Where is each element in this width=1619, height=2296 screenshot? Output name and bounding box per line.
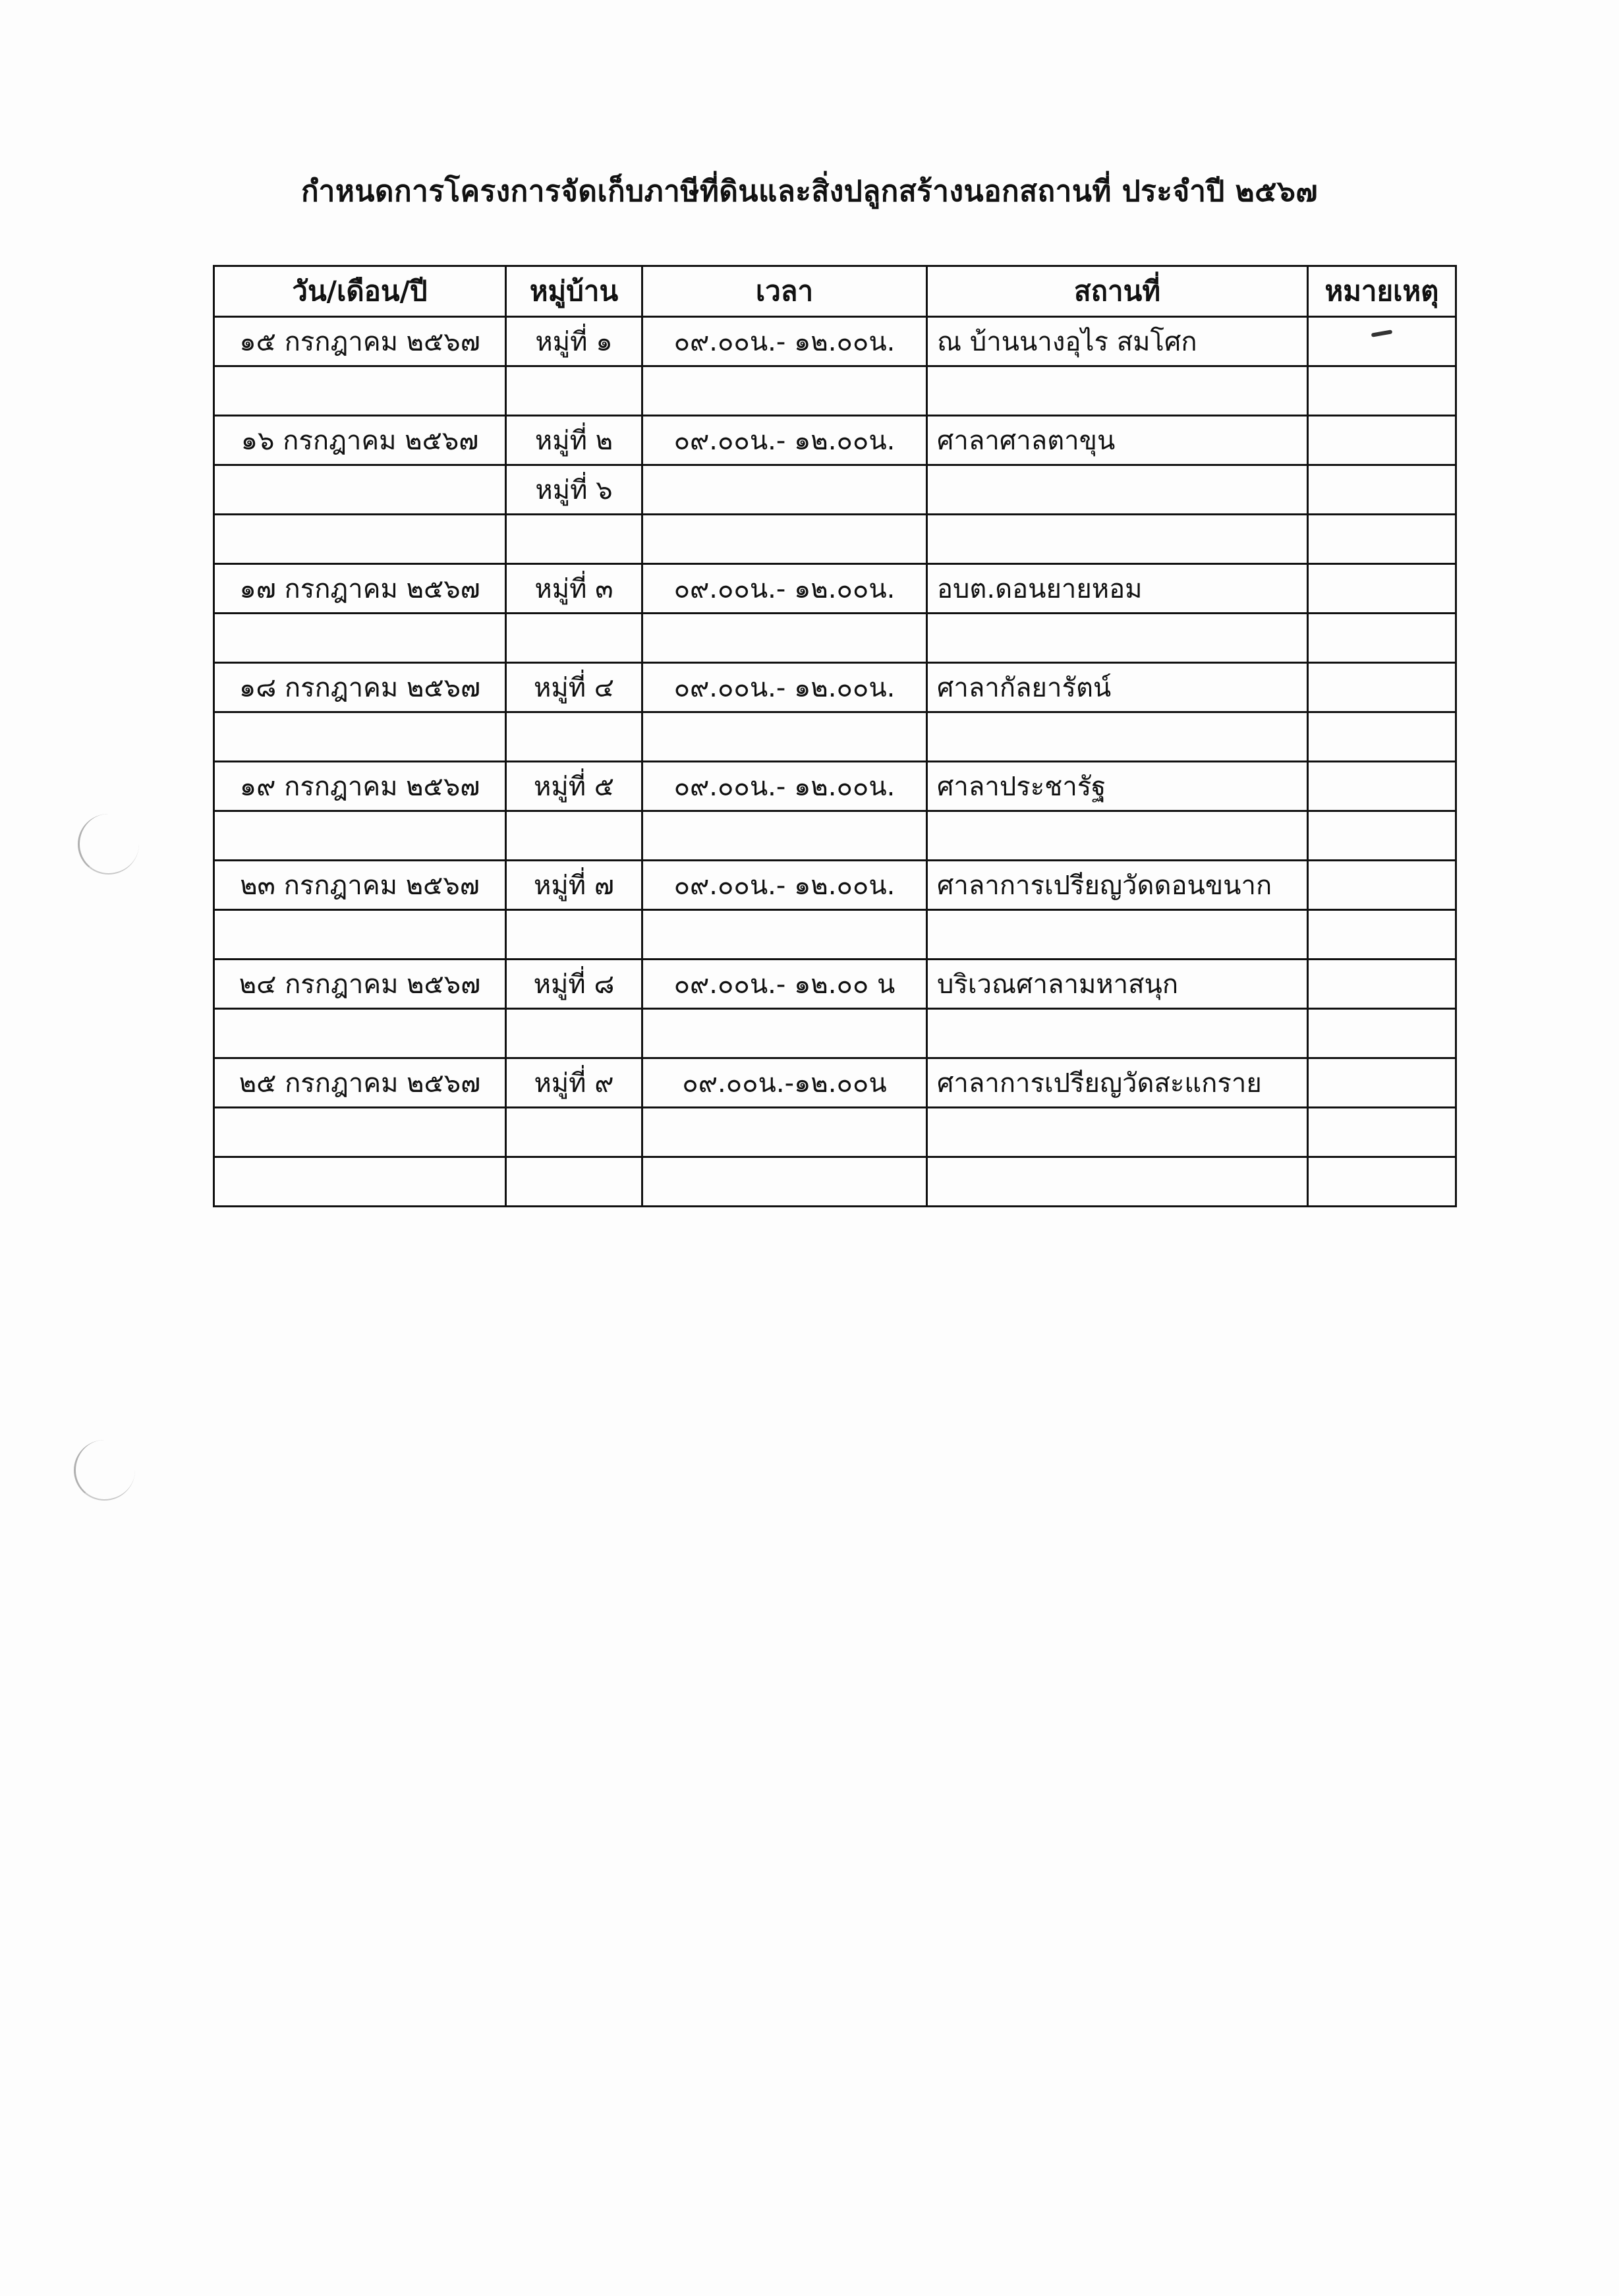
cell-village: [506, 910, 642, 960]
header-village: หมู่บ้าน: [506, 266, 642, 317]
cell-village: [506, 712, 642, 762]
cell-date: [214, 1157, 506, 1207]
cell-village: [506, 811, 642, 861]
table-row: [214, 416, 1456, 465]
table-row: [214, 960, 1456, 1009]
table-row: [214, 515, 1456, 564]
cell-village: [506, 1108, 642, 1157]
table-row: [214, 1009, 1456, 1058]
header-place: สถานที่: [927, 266, 1308, 317]
cell-note: [1308, 416, 1456, 465]
cell-date: ๑๘ กรกฎาคม ๒๕๖๗: [214, 663, 506, 712]
cell-place: อบต.ดอนยายหอม: [927, 564, 1308, 614]
cell-date: ๑๗ กรกฎาคม ๒๕๖๗: [214, 564, 506, 614]
cell-place: ศาลาการเปรียญวัดดอนขนาก: [927, 861, 1308, 910]
table-row: [214, 712, 1456, 762]
table-row: [214, 465, 1456, 515]
cell-date: [214, 1108, 506, 1157]
cell-date: ๑๖ กรกฎาคม ๒๕๖๗: [214, 416, 506, 465]
cell-place: [927, 1157, 1308, 1207]
table-row: [214, 811, 1456, 861]
cell-time: ๐๙.๐๐น.- ๑๒.๐๐น.: [642, 416, 927, 465]
cell-village: [506, 366, 642, 416]
header-date: วัน/เดือน/ปี: [214, 266, 506, 317]
cell-note: [1308, 960, 1456, 1009]
cell-village: หมู่ที่ ๒: [506, 416, 642, 465]
cell-time: ๐๙.๐๐น.- ๑๒.๐๐น.: [642, 317, 927, 366]
cell-place: [927, 515, 1308, 564]
table-row: [214, 663, 1456, 712]
cell-time: [642, 614, 927, 663]
cell-time: ๐๙.๐๐น.- ๑๒.๐๐น.: [642, 861, 927, 910]
cell-note: [1308, 515, 1456, 564]
table-header-row: [214, 266, 1456, 317]
table-row: [214, 1157, 1456, 1207]
cell-time: [642, 712, 927, 762]
cell-note: [1308, 564, 1456, 614]
cell-note: [1308, 1058, 1456, 1108]
cell-village: หมู่ที่ ๙: [506, 1058, 642, 1108]
cell-time: ๐๙.๐๐น.- ๑๒.๐๐น.: [642, 564, 927, 614]
cell-time: [642, 515, 927, 564]
table-row: [214, 564, 1456, 614]
table-row: [214, 762, 1456, 811]
cell-village: หมู่ที่ ๑: [506, 317, 642, 366]
document-title: กำหนดการโครงการจัดเก็บภาษีที่ดินและสิ่งปลูกสร้างนอกสถานที่ ประจำปี ๒๕๖๗: [301, 175, 1318, 208]
cell-village: หมู่ที่ ๗: [506, 861, 642, 910]
cell-place: ศาลาศาลตาขุน: [927, 416, 1308, 465]
schedule-table: [213, 265, 1457, 1207]
header-note: หมายเหตุ: [1308, 266, 1456, 317]
cell-place: ศาลาประชารัฐ: [927, 762, 1308, 811]
cell-place: ศาลาการเปรียญวัดสะแกราย: [927, 1058, 1308, 1108]
cell-note: [1308, 366, 1456, 416]
cell-time: [642, 1108, 927, 1157]
pen-mark-icon: [1371, 330, 1393, 337]
cell-note: [1308, 1009, 1456, 1058]
cell-date: [214, 465, 506, 515]
table-row: [214, 861, 1456, 910]
cell-time: ๐๙.๐๐น.-๑๒.๐๐น: [642, 1058, 927, 1108]
punch-hole-mark: [78, 814, 139, 875]
cell-note: [1308, 1108, 1456, 1157]
header-time: เวลา: [642, 266, 927, 317]
cell-date: [214, 1009, 506, 1058]
cell-time: [642, 1157, 927, 1207]
cell-place: [927, 1009, 1308, 1058]
cell-note: [1308, 663, 1456, 712]
cell-place: [927, 366, 1308, 416]
cell-village: [506, 614, 642, 663]
cell-date: ๒๕ กรกฎาคม ๒๕๖๗: [214, 1058, 506, 1108]
cell-note: [1308, 614, 1456, 663]
cell-note: [1308, 712, 1456, 762]
cell-village: [506, 515, 642, 564]
cell-place: บริเวณศาลามหาสนุก: [927, 960, 1308, 1009]
cell-date: ๑๙ กรกฎาคม ๒๕๖๗: [214, 762, 506, 811]
cell-date: ๑๕ กรกฎาคม ๒๕๖๗: [214, 317, 506, 366]
table-row: [214, 1058, 1456, 1108]
cell-place: ศาลากัลยารัตน์: [927, 663, 1308, 712]
cell-time: [642, 366, 927, 416]
cell-time: ๐๙.๐๐น.- ๑๒.๐๐น.: [642, 762, 927, 811]
cell-date: ๒๓ กรกฎาคม ๒๕๖๗: [214, 861, 506, 910]
cell-time: [642, 1009, 927, 1058]
cell-time: [642, 811, 927, 861]
table-row: [214, 614, 1456, 663]
cell-village: หมู่ที่ ๘: [506, 960, 642, 1009]
table-row: [214, 366, 1456, 416]
cell-place: [927, 1108, 1308, 1157]
cell-note: [1308, 811, 1456, 861]
cell-date: [214, 712, 506, 762]
cell-place: [927, 712, 1308, 762]
cell-time: ๐๙.๐๐น.- ๑๒.๐๐น.: [642, 663, 927, 712]
cell-date: [214, 366, 506, 416]
cell-note: [1308, 465, 1456, 515]
cell-place: [927, 465, 1308, 515]
cell-village: [506, 1009, 642, 1058]
cell-date: [214, 515, 506, 564]
cell-place: [927, 910, 1308, 960]
cell-place: [927, 811, 1308, 861]
cell-time: [642, 465, 927, 515]
cell-note: [1308, 1157, 1456, 1207]
cell-time: [642, 910, 927, 960]
cell-date: ๒๔ กรกฎาคม ๒๕๖๗: [214, 960, 506, 1009]
cell-village: หมู่ที่ ๕: [506, 762, 642, 811]
schedule-body: [214, 317, 1456, 1207]
cell-village: หมู่ที่ ๖: [506, 465, 642, 515]
cell-time: ๐๙.๐๐น.- ๑๒.๐๐ น: [642, 960, 927, 1009]
cell-place: [927, 614, 1308, 663]
cell-note: [1308, 910, 1456, 960]
cell-date: [214, 811, 506, 861]
cell-note: [1308, 861, 1456, 910]
cell-village: [506, 1157, 642, 1207]
cell-date: [214, 614, 506, 663]
table-row: [214, 317, 1456, 366]
cell-note: [1308, 762, 1456, 811]
cell-place: ณ บ้านนางอุไร สมโศก: [927, 317, 1308, 366]
cell-village: หมู่ที่ ๓: [506, 564, 642, 614]
punch-hole-mark: [74, 1440, 135, 1501]
cell-village: หมู่ที่ ๔: [506, 663, 642, 712]
cell-note: [1308, 317, 1456, 366]
cell-date: [214, 910, 506, 960]
table-row: [214, 1108, 1456, 1157]
table-row: [214, 910, 1456, 960]
